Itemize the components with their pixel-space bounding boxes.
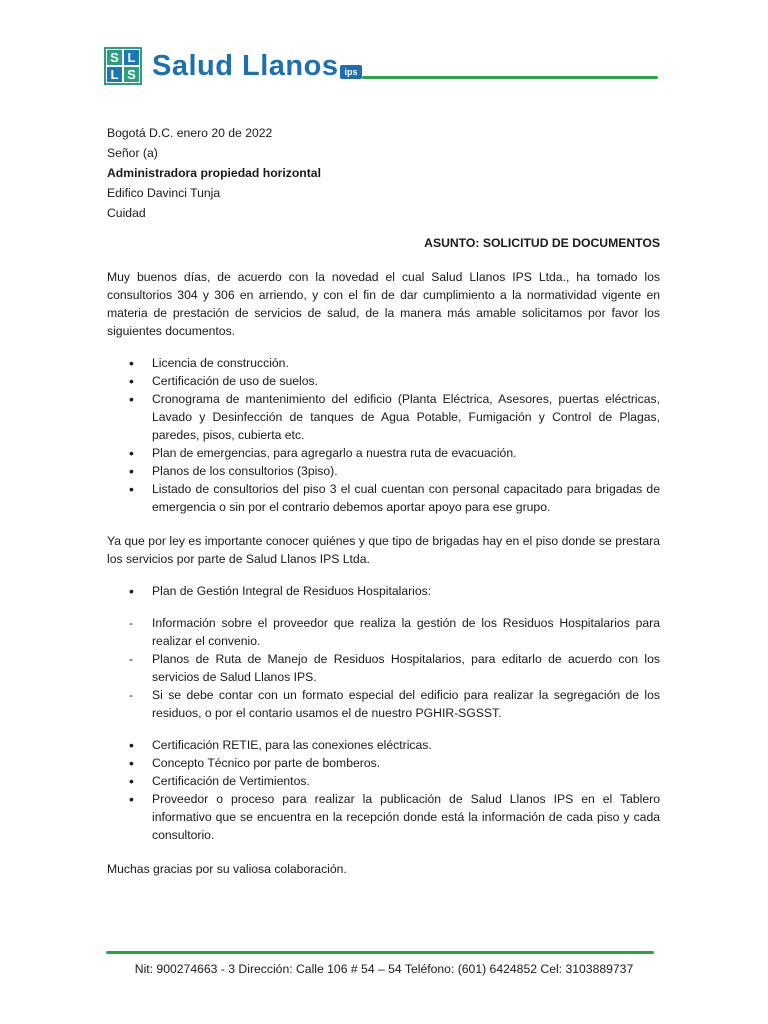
logo-mark-icon — [104, 47, 142, 85]
city: Cuidad — [107, 206, 146, 220]
list-item: • Proveedor o proceso para realizar la publicación de Salud Llanos IPS en el Tablero informativo que se encuentra en la recepción donde está la información de cada piso y cada consultorio. — [107, 790, 660, 844]
subject-line: ASUNTO: SOLICITUD DE DOCUMENTOS — [424, 236, 660, 250]
intro-paragraph: Muy buenos días, de acuerdo con la novedad el cual Salud Llanos IPS Ltda., ha tomado los consultorios 304 y 306 en arriendo, y con el fin de dar cumplimiento a la normatividad vigente en materia de prestación de servicios de salud, de la manera más amable solicitamos por favor los siguientes documentos. — [107, 270, 660, 338]
list-item: • Listado de consultorios del piso 3 el cual cuentan con personal capacitado para brigadas de emergencia o sin por el contrario debemos aportar apoyo para ese grupo. — [107, 480, 660, 516]
list-item: • Plan de emergencias, para agregarlo a nuestra ruta de evacuación. — [107, 444, 660, 462]
recipient: Administradora propiedad horizontal — [107, 166, 321, 180]
list-item: • Plan de Gestión Integral de Residuos Hospitalarios: — [107, 582, 660, 600]
waste-plan-list — [107, 582, 660, 600]
logo-name: Salud Llanos — [152, 49, 339, 82]
list-item: • Concepto Técnico por parte de bomberos. — [107, 754, 660, 772]
footer-contact: Nit: 900274663 - 3 Dirección: Calle 106 # 54 – 54 Teléfono: (601) 6424852 Cel: 3103889737 — [134, 962, 634, 976]
letter-body — [107, 124, 660, 878]
header-divider — [362, 76, 658, 79]
list-item: - Planos de Ruta de Manejo de Residuos Hospitalarios, para editarlo de acuerdo con los servicios de Salud Llanos IPS. — [107, 650, 660, 686]
logo-cell: L — [107, 67, 122, 82]
list-item: • Planos de los consultorios (3piso). — [107, 462, 660, 480]
list-item: • Licencia de construcción. — [107, 354, 660, 372]
logo-cell: L — [124, 50, 139, 65]
logo-cell: S — [107, 50, 122, 65]
logo-cell: S — [124, 67, 139, 82]
salutation: Señor (a) — [107, 146, 158, 160]
documents-list — [107, 354, 660, 516]
list-item: - Si se debe contar con un formato especial del edificio para realizar la segregación de los residuos, o por el contario usamos el de nuestro PGHIR-SGSST. — [107, 686, 660, 722]
list-item: • Certificación RETIE, para las conexiones eléctricas. — [107, 736, 660, 754]
certifications-list — [107, 736, 660, 844]
letter-date: Bogotá D.C. enero 20 de 2022 — [107, 126, 273, 140]
logo-ips-badge: ips — [340, 65, 361, 79]
list-item: - Información sobre el proveedor que realiza la gestión de los Residuos Hospitalarios para realizar el convenio. — [107, 614, 660, 650]
footer-divider — [106, 951, 654, 954]
closing-line: Muchas gracias por su valiosa colaboración. — [107, 862, 347, 876]
brigades-paragraph: Ya que por ley es importante conocer quiénes y que tipo de brigadas hay en el piso donde se prestara los servicios por parte de Salud Llanos IPS Ltda. — [107, 534, 660, 566]
company-logo — [104, 47, 362, 85]
list-item: • Certificación de uso de suelos. — [107, 372, 660, 390]
building: Edifico Davinci Tunja — [107, 186, 221, 200]
waste-details-list — [107, 614, 660, 722]
address-block — [107, 124, 660, 222]
list-item: • Cronograma de mantenimiento del edificio (Planta Eléctrica, Asesores, puertas eléctricas, Lavado y Desinfección de tanques de Agua Potable, Fumigación y Control de Plagas, paredes, pisos, cubierta etc. — [107, 390, 660, 444]
list-item: • Certificación de Vertimientos. — [107, 772, 660, 790]
